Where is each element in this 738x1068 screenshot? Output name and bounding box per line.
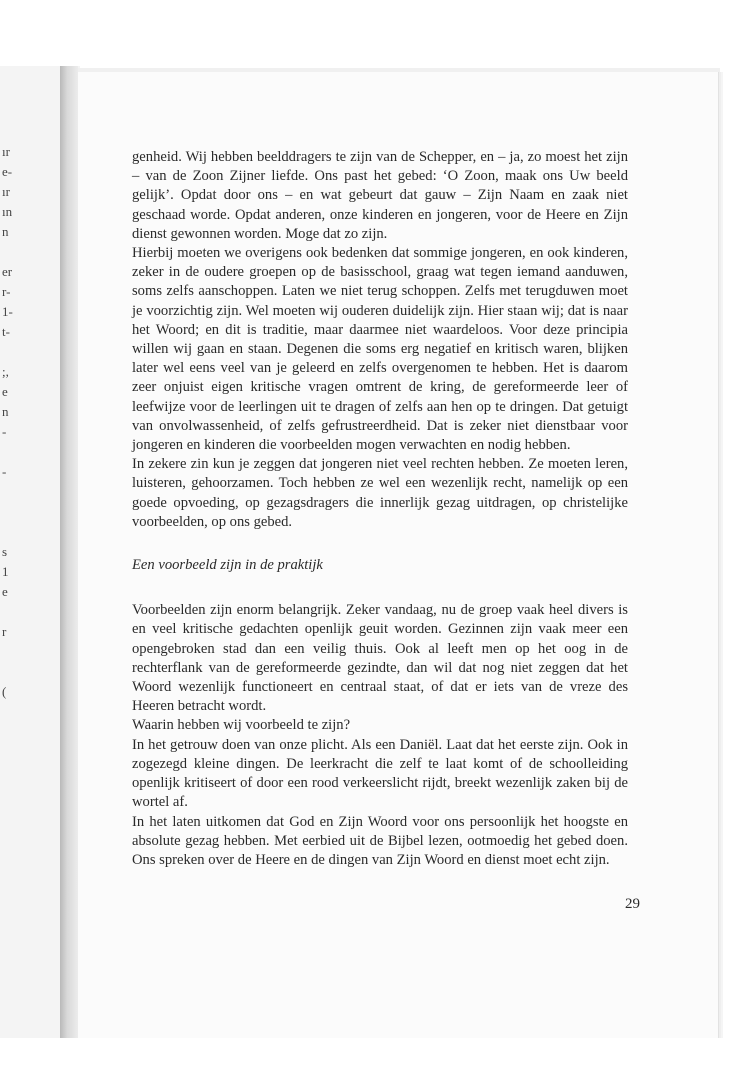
- fragment: -: [2, 424, 7, 439]
- fragment: [2, 642, 32, 662]
- section-heading: Een voorbeeld zijn in de praktijk: [132, 557, 323, 574]
- fragment: t-: [2, 324, 10, 339]
- paragraph: In zekere zin kun je zeggen dat jongeren niet veel rechten hebben. Ze moeten leren, luisteren, gehoorzamen. Toch hebben ze wel een wezenlijk recht, namelijk op een goede opvoeding, op gezagsdragers die innerlijk gezag uitdragen, op christelijke voorbeelden, op ons gebed.: [132, 456, 628, 530]
- fragment: r-: [2, 284, 11, 299]
- fragment: [2, 442, 32, 462]
- fragment: -: [2, 464, 7, 479]
- fragment: e: [2, 384, 8, 399]
- fragment: [2, 342, 32, 362]
- paragraph: genheid. Wij hebben beelddragers te zijn van de Schepper, en – ja, zo moest het zijn – van de Zoon Zijner liefde. Ons past het gebed: ‘O Zoon, maak ons Uw beeld gelijk’. Opdat door ons – en wat gebeurt dat gauw – Zijn Naam en zaak niet geschaad worde. Opdat anderen, onze kinderen en jongeren, voor de Heere en Zijn dienst gewonnen worden. Moge dat zo zijn.: [132, 149, 628, 242]
- fragment: [2, 482, 32, 502]
- fragment: e: [2, 584, 8, 599]
- fragment: ın: [2, 204, 13, 219]
- fragment: [2, 242, 32, 262]
- paragraph: Voorbeelden zijn enorm belangrijk. Zeker vandaag, nu de groep vaak heel divers is en veel kritische gedachten openlijk geuit worden. Gezinnen zijn vaak meer een opengebroken stad dan een veilig thuis. Ook al leeft men op het oog in de rechterflank van de gereformeerde gezindte, dan wil dat nog niet zeggen dat het Woord wezenlijk functioneert en centraal staat, of dat er iets van de vreze des Heeren betracht wordt.: [132, 602, 628, 715]
- page-body-text: [132, 148, 628, 870]
- fragment: [2, 602, 32, 622]
- previous-page-text-fragments: [2, 142, 32, 702]
- fragment: [2, 522, 32, 542]
- page-number: 29: [625, 896, 640, 912]
- fragment: 1-: [2, 304, 13, 319]
- fragment: r: [2, 624, 7, 639]
- fragment: [2, 662, 32, 682]
- fragment: n: [2, 404, 9, 419]
- fragment: n: [2, 224, 9, 239]
- paragraph: In het laten uitkomen dat God en Zijn Woord voor ons persoonlijk het hoogste en absolute gezag hebben. Met eerbied uit de Bijbel lezen, ootmoedig het gebed doen. Ons spreken over de Heere en de dingen van Zijn Woord en dienst moet echt zijn.: [132, 813, 628, 868]
- book-gutter: [60, 66, 78, 1038]
- fragment: er: [2, 264, 13, 279]
- fragment: s: [2, 544, 8, 559]
- paragraph: Hierbij moeten we overigens ook bedenken dat sommige jongeren, en ook kinderen, zeker in de oudere groepen op de basisschool, graag wat tegen iemand aanduwen, soms zelfs aanschoppen. Laten we niet terug schoppen. Zelfs met terugduwen moet je voorzichtig zijn. Wel moeten wij ouderen duidelijk zijn. Hier staan wij; dat is naar het Woord; en dit is traditie, maar daarmee niet waardeloos. Voor deze principia willen wij gaan en staan. Degenen die soms erg negatief en kritisch waren, blijken later wel eens veel van je geleerd en zelfs overgenomen te hebben. Het is daarom zeer onjuist eigen kritische vragen omtrent de kring, de gereformeerde leer of leefwijze voor de leerlingen uit te dragen of zelfs aan hen op te dringen. Dat getuigt van onvolwassenheid, of zelfs gefrustreerdheid. Dat is zeker niet dienstbaar voor jongeren en kinderen die voorbeelden mogen verwachten en nodig hebben.: [132, 245, 628, 454]
- fragment: 1: [2, 564, 9, 579]
- fragment: e-: [2, 164, 13, 179]
- fragment: [2, 502, 32, 522]
- paragraph: In het getrouw doen van onze plicht. Als een Daniël. Laat dat het eerste zijn. Ook in zogezegd kleine dingen. De leerkracht die zelf te laat komt of de schoolleiding openlijk kritiseert of door een rood verkeerslicht rijdt, breekt wezenlijk zaken bij de wortel af.: [132, 736, 628, 811]
- fragment: ;,: [2, 364, 9, 379]
- fragment: (: [2, 684, 7, 699]
- paragraph: Waarin hebben wij voorbeeld te zijn?: [132, 717, 351, 734]
- fragment: ır: [2, 184, 10, 199]
- fragment: ır: [2, 144, 10, 159]
